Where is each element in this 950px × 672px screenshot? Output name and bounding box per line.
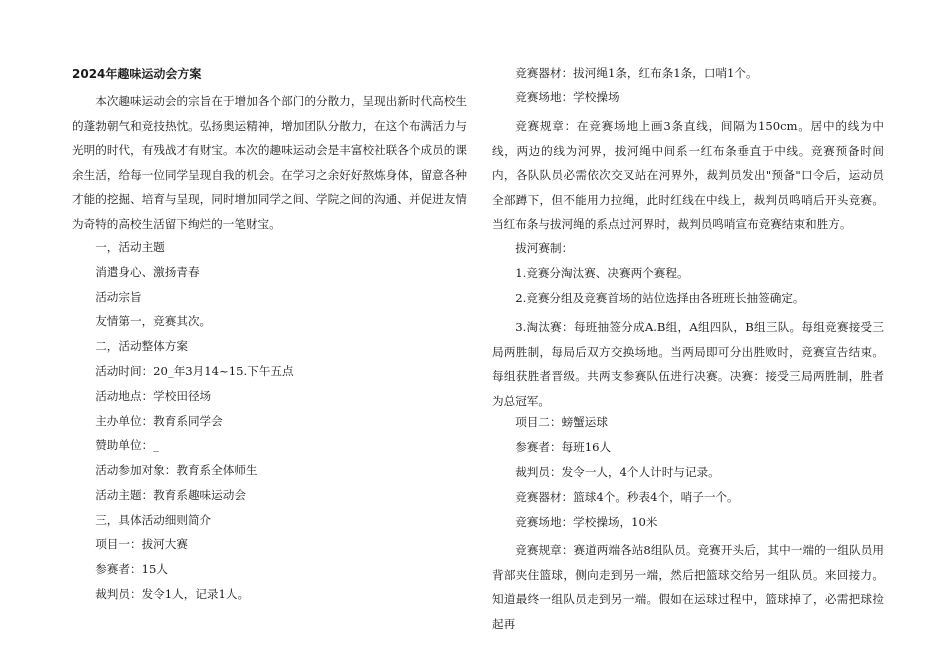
purpose-text: 友情第一，竞赛其次。 <box>95 314 212 328</box>
organizer: 主办单位：教育系同学会 <box>95 414 223 428</box>
tug-format-item-3: 3.淘汰赛：每班抽签分成A.B组，A组四队，B组三队。每组竞赛接受三局两胜制，每局后双方交换场地。当两局即可分出胜败时，竞赛宣告结束。每组获胜者晋级。共两支参赛队伍进行决赛。决赛：接受三局两胜制，胜者为总冠军。 <box>492 320 884 408</box>
tug-format-item-1: 1.竞赛分淘汰赛、决赛两个赛程。 <box>515 266 689 280</box>
sponsor: 赞助单位：_ <box>95 438 159 452</box>
theme-text: 消遣身心、激扬青春 <box>95 265 200 279</box>
activity-time: 活动时间：20_年3月14~15.下午五点 <box>95 364 294 378</box>
participants: 活动参加对象：教育系全体师生 <box>95 463 258 477</box>
project-2-venue: 竞赛场地：学校操场，10米 <box>515 515 658 529</box>
tug-format-item-2: 2.竞赛分组及竞赛首场的站位选择由各班班长抽签确定。 <box>515 291 805 305</box>
section-heading-plan: 二，活动整体方案 <box>95 339 188 353</box>
project-2-rules: 竞赛规章：赛道两端各站8组队员。竞赛开头后，其中一端的一组队员用背部夹住篮球，侧向走到另一端，然后把篮球交给另一组队员。来回接力。知道最终一组队员走到另一端。假如在运球过程中，篮球掉了，必需把球捡起再 <box>492 543 884 631</box>
intro-paragraph: 本次趣味运动会的宗旨在于增加各个部门的分散力，呈现出新时代高校生的蓬勃朝气和竞技热忱。弘扬奥运精神，增加团队分散力，在这个布满活力与光明的时代，有残战才有财宝。本次的趣味运动会是丰富校社联各个成员的课余生活，给每一位同学呈现自我的机会。在学习之余好好熬炼身体，留意各种才能的挖掘、培育与呈现，同时增加同学之间、学院之间的沟通、并促进友情为奇特的高校生活留下绚烂的一笔财宝。 <box>72 94 467 231</box>
project-2-participants: 参赛者：每班16人 <box>515 440 612 454</box>
project-1-venue: 竞赛场地：学校操场 <box>515 90 620 104</box>
section-heading-details: 三，具体活动细则简介 <box>95 513 212 527</box>
section-heading-theme: 一，活动主题 <box>95 240 165 254</box>
document-title: 2024年趣味运动会方案 <box>72 67 202 81</box>
project-2-title: 项目二：螃蟹运球 <box>515 415 608 429</box>
activity-theme: 活动主题：教育系趣味运动会 <box>95 488 246 502</box>
tug-format-heading: 拔河赛制： <box>515 241 574 255</box>
purpose-heading: 活动宗旨 <box>95 290 142 304</box>
project-1-title: 项目一：拔河大赛 <box>95 537 188 551</box>
project-1-rules: 竞赛规章：在竞赛场地上画3条直线，间隔为150cm。居中的线为中线，两边的线为河界，拔河绳中间系一红布条垂直于中线。竞赛预备时间内，各队队员必需依次交叉站在河界外，裁判员发出"预备"口令后，运动员全部蹲下，但不能用力拉绳，此时红线在中线上，裁判员鸣哨后开头竞赛。当红布条与拔河绳的系点过河界时，裁判员鸣哨宣布竞赛结束和胜方。 <box>492 119 884 232</box>
project-2-equipment: 竞赛器材：篮球4个。秒表4个，哨子一个。 <box>515 490 739 504</box>
activity-location: 活动地点：学校田径场 <box>95 389 212 403</box>
project-1-equipment: 竞赛器材：拔河绳1条，红布条1条，口哨1个。 <box>515 66 758 80</box>
project-2-referee: 裁判员：发令一人，4个人计时与记录。 <box>515 465 720 479</box>
project-1-participants: 参赛者：15人 <box>95 562 168 576</box>
project-1-referee: 裁判员：发令1人，记录1人。 <box>95 587 250 601</box>
